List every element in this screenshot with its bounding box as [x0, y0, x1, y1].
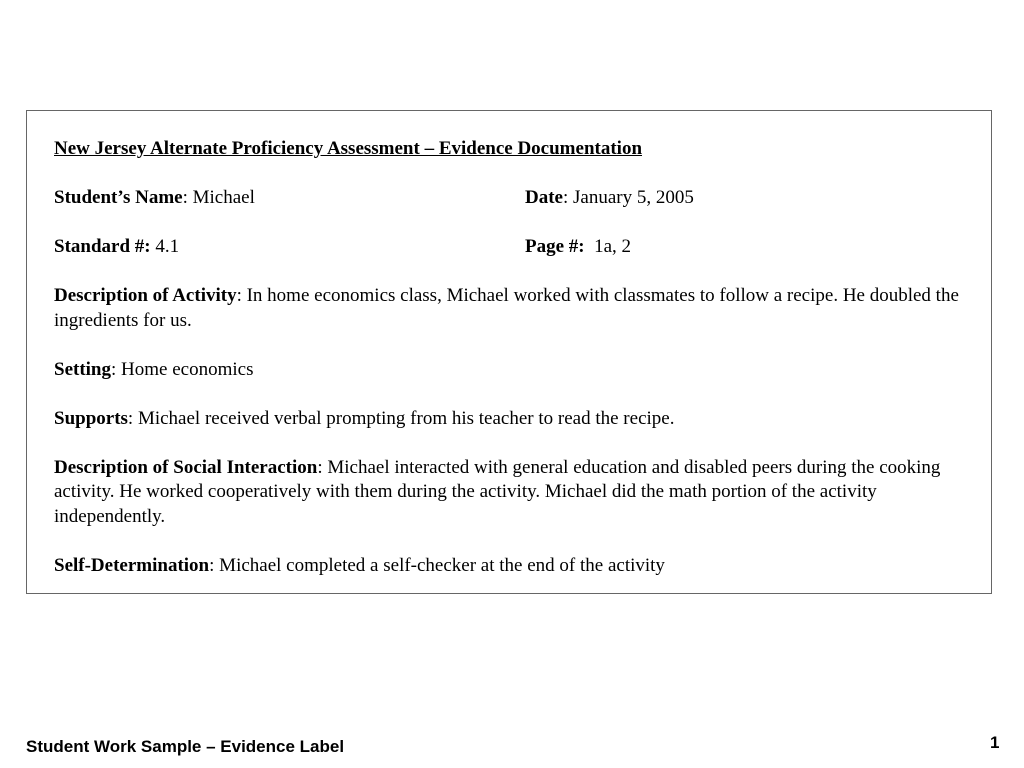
self-determination-value: : Michael completed a self-checker at the end of the activity: [209, 554, 665, 576]
evidence-content: [54, 137, 984, 578]
supports-field: [54, 407, 984, 432]
page-label: Page #:: [525, 236, 585, 257]
supports-label: Supports: [54, 407, 128, 429]
self-determination-label: Self-Determination: [54, 554, 210, 576]
activity-label: Description of Activity: [54, 285, 237, 306]
evidence-documentation-box: [26, 110, 992, 594]
date-label: Date: [525, 187, 563, 208]
social-interaction-description: [54, 456, 984, 530]
page-field: [525, 235, 631, 260]
activity-value: : In home economics class, Michael worked with classmates to follow a recipe. He doubled the ingredients for us.: [54, 285, 959, 331]
student-name-label: Student’s Name: [54, 187, 183, 208]
footer-label: Student Work Sample – Evidence Label: [26, 737, 345, 756]
setting-value: : Home economics: [111, 358, 254, 380]
student-date-row: [54, 186, 984, 211]
standard-value: 4.1: [150, 236, 180, 257]
supports-value: : Michael received verbal prompting from his teacher to read the recipe.: [127, 407, 675, 429]
document-title: New Jersey Alternate Proficiency Assessment – Evidence Documentation: [54, 138, 643, 159]
student-name-value: : Michael: [182, 187, 255, 208]
standard-field: [54, 236, 179, 257]
page-number: 1: [990, 733, 1000, 752]
setting-label: Setting: [54, 358, 111, 380]
standard-label: Standard #:: [54, 236, 151, 257]
setting-field: [54, 358, 984, 383]
standard-page-row: [54, 235, 984, 260]
student-name-field: [54, 187, 255, 208]
activity-description: [54, 284, 984, 333]
page-value: 1a, 2: [584, 236, 632, 257]
self-determination-field: [54, 554, 984, 579]
date-value: : January 5, 2005: [562, 187, 694, 208]
social-interaction-value: : Michael interacted with general education and disabled peers during the cooking activity. He worked cooperatively with them during the activity. Michael did the math portion of the activity independently.: [54, 456, 941, 527]
social-interaction-label: Description of Social Interaction: [54, 456, 318, 478]
date-field: [525, 186, 694, 211]
